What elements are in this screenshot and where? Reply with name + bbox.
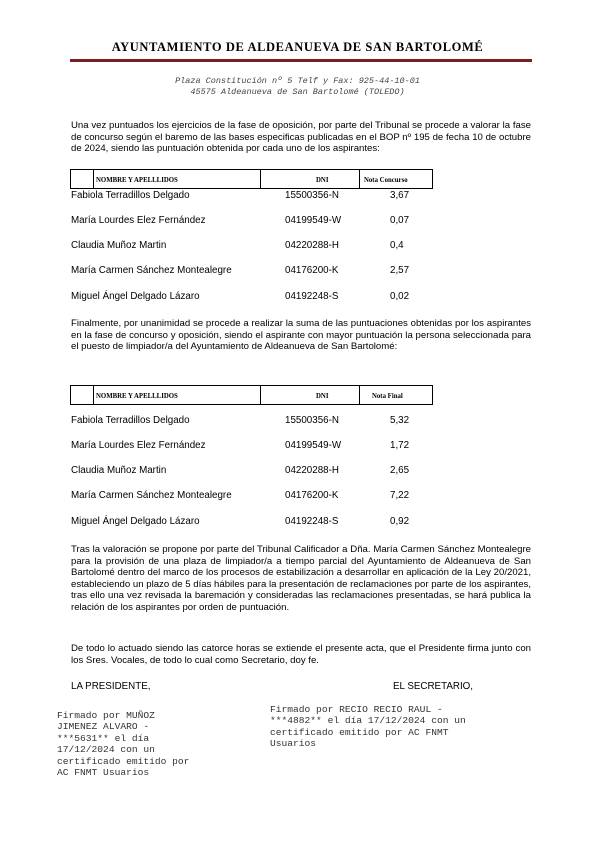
stamp-line: Firmado por MUÑOZ [57,710,155,721]
candidate-name: María Lourdes Elez Fernández [71,215,206,226]
column-header-score: Nota Final [372,393,403,400]
stamp-line: certificado emitido por AC FNMT [270,726,449,738]
stamp-line: certificado emitido por [57,755,190,767]
candidate-dni: 04176200-K [285,490,339,501]
candidate-name: Miguel Ángel Delgado Lázaro [71,291,200,302]
column-header-name: NOMBRE Y APELLLIDOS [96,177,178,184]
column-header-dni: DNI [316,177,329,184]
candidate-score: 7,22 [390,490,410,501]
table-row [71,291,491,303]
proposal-paragraph: Tras la valoración se propone por parte del Tribunal Calificador a Dña. María Carmen Sánchez Montealegre para la provisión de una plaza de limpiador/a a tiempo parcial del Ayuntamiento de Aldeanueva de San Bartolomé dentro del marco de los procesos de estabilización a desarrollar en aplicación de la Ley 20/2021, estableciendo un plazo de 5 días hábiles para la presentación de reclamaciones por parte de los aspirantes, tras ello una vez revisada la baremación y consideradas las reclamaciones presentadas, se hará publica la relación de los aspirantes por orden de puntuación. [71,544,531,613]
candidate-name: Fabiola Terradillos Delgado [71,415,190,426]
president-label: LA PRESIDENTE, [71,681,151,692]
candidate-score: 2,65 [390,465,410,476]
table-row [71,490,491,502]
candidate-dni: 04176200-K [285,265,339,276]
candidate-score: 1,72 [390,440,410,451]
stamp-line: ***4882** el día 17/12/2024 con un [270,715,466,727]
candidate-dni: 04199549-W [285,440,342,451]
stamp-line: JIMENEZ ALVARO - [57,721,150,733]
candidate-score: 2,57 [390,265,410,276]
candidate-dni: 04192248-S [285,291,339,302]
candidate-dni: 04199549-W [285,215,342,226]
candidate-dni: 04192248-S [285,516,339,527]
table-row [71,415,491,427]
candidate-score: 0,92 [390,516,410,527]
intro-paragraph: Una vez puntuados los ejercicios de la fase de oposición, por parte del Tribunal se procede a valorar la fase de concurso según el baremo de las bases especificas publicadas en el BOP nº 195 de fecha 10 de octubre de 2024, siendo las puntuación obtenida por cada uno de los aspirantes: [71,120,531,154]
candidate-name: María Carmen Sánchez Montealegre [71,490,232,501]
table-row [71,240,491,252]
column-header-dni: DNI [316,393,329,400]
stamp-line: Usuarios [270,738,317,750]
candidate-name: María Lourdes Elez Fernández [71,440,206,451]
candidate-dni: 15500356-N [285,190,339,201]
candidate-score: 0,4 [390,240,404,251]
candidate-dni: 04220288-H [285,240,339,251]
secretary-signature-stamp [270,704,466,750]
table-row [71,265,491,277]
candidate-score: 5,32 [390,415,410,426]
closing-paragraph: De todo lo actuado siendo las catorce horas se extiende el presente acta, que el Presidente firma junto con los Sres. Vocales, de todo lo cual como Secretario, doy fe. [71,643,531,666]
final-table-header [70,385,433,405]
table-row [71,465,491,477]
candidate-name: Miguel Ángel Delgado Lázaro [71,516,200,527]
candidate-score: 0,02 [390,291,410,302]
table-row [71,215,491,227]
stamp-line: 17/12/2024 con un [57,744,155,756]
stamp-line: AC FNMT Usuarios [57,767,150,779]
candidate-score: 3,67 [390,190,410,201]
table-row [71,516,491,528]
middle-paragraph: Finalmente, por unanimidad se procede a realizar la suma de las puntuaciones obtenidas por los aspirantes en la fase de concurso y oposición, siendo el aspirante con mayor puntuación la persona seleccionada para el puesto de limpiador/a del Ayuntamiento de Aldeanueva de San Bartolomé: [71,318,531,352]
candidate-name: Claudia Muñoz Martin [71,240,167,251]
stamp-line: Firmado por RECIO RECIO RAUL - [270,704,443,715]
address-line-2: 45575 Aldeanueva de San Bartolomé (TOLEDO) [190,87,405,97]
column-header-name: NOMBRE Y APELLLIDOS [96,393,178,400]
candidate-name: María Carmen Sánchez Montealegre [71,265,232,276]
header-divider [70,59,532,62]
concurso-table-header [70,169,433,189]
address-line-1: Plaza Constitución nº 5 Telf y Fax: 925-44-10-01 [175,76,420,86]
column-header-score: Nota Concurso [364,177,408,184]
candidate-name: Claudia Muñoz Martin [71,465,167,476]
page-title: AYUNTAMIENTO DE ALDEANUEVA DE SAN BARTOLOMÉ [111,40,484,54]
stamp-line: ***5631** el día [57,732,150,744]
table-row [71,440,491,452]
candidate-dni: 15500356-N [285,415,339,426]
president-signature-stamp [57,710,189,778]
candidate-name: Fabiola Terradillos Delgado [71,190,190,201]
table-row [71,190,491,202]
candidate-score: 0,07 [390,215,410,226]
candidate-dni: 04220288-H [285,465,339,476]
secretary-label: EL SECRETARIO, [393,681,474,692]
